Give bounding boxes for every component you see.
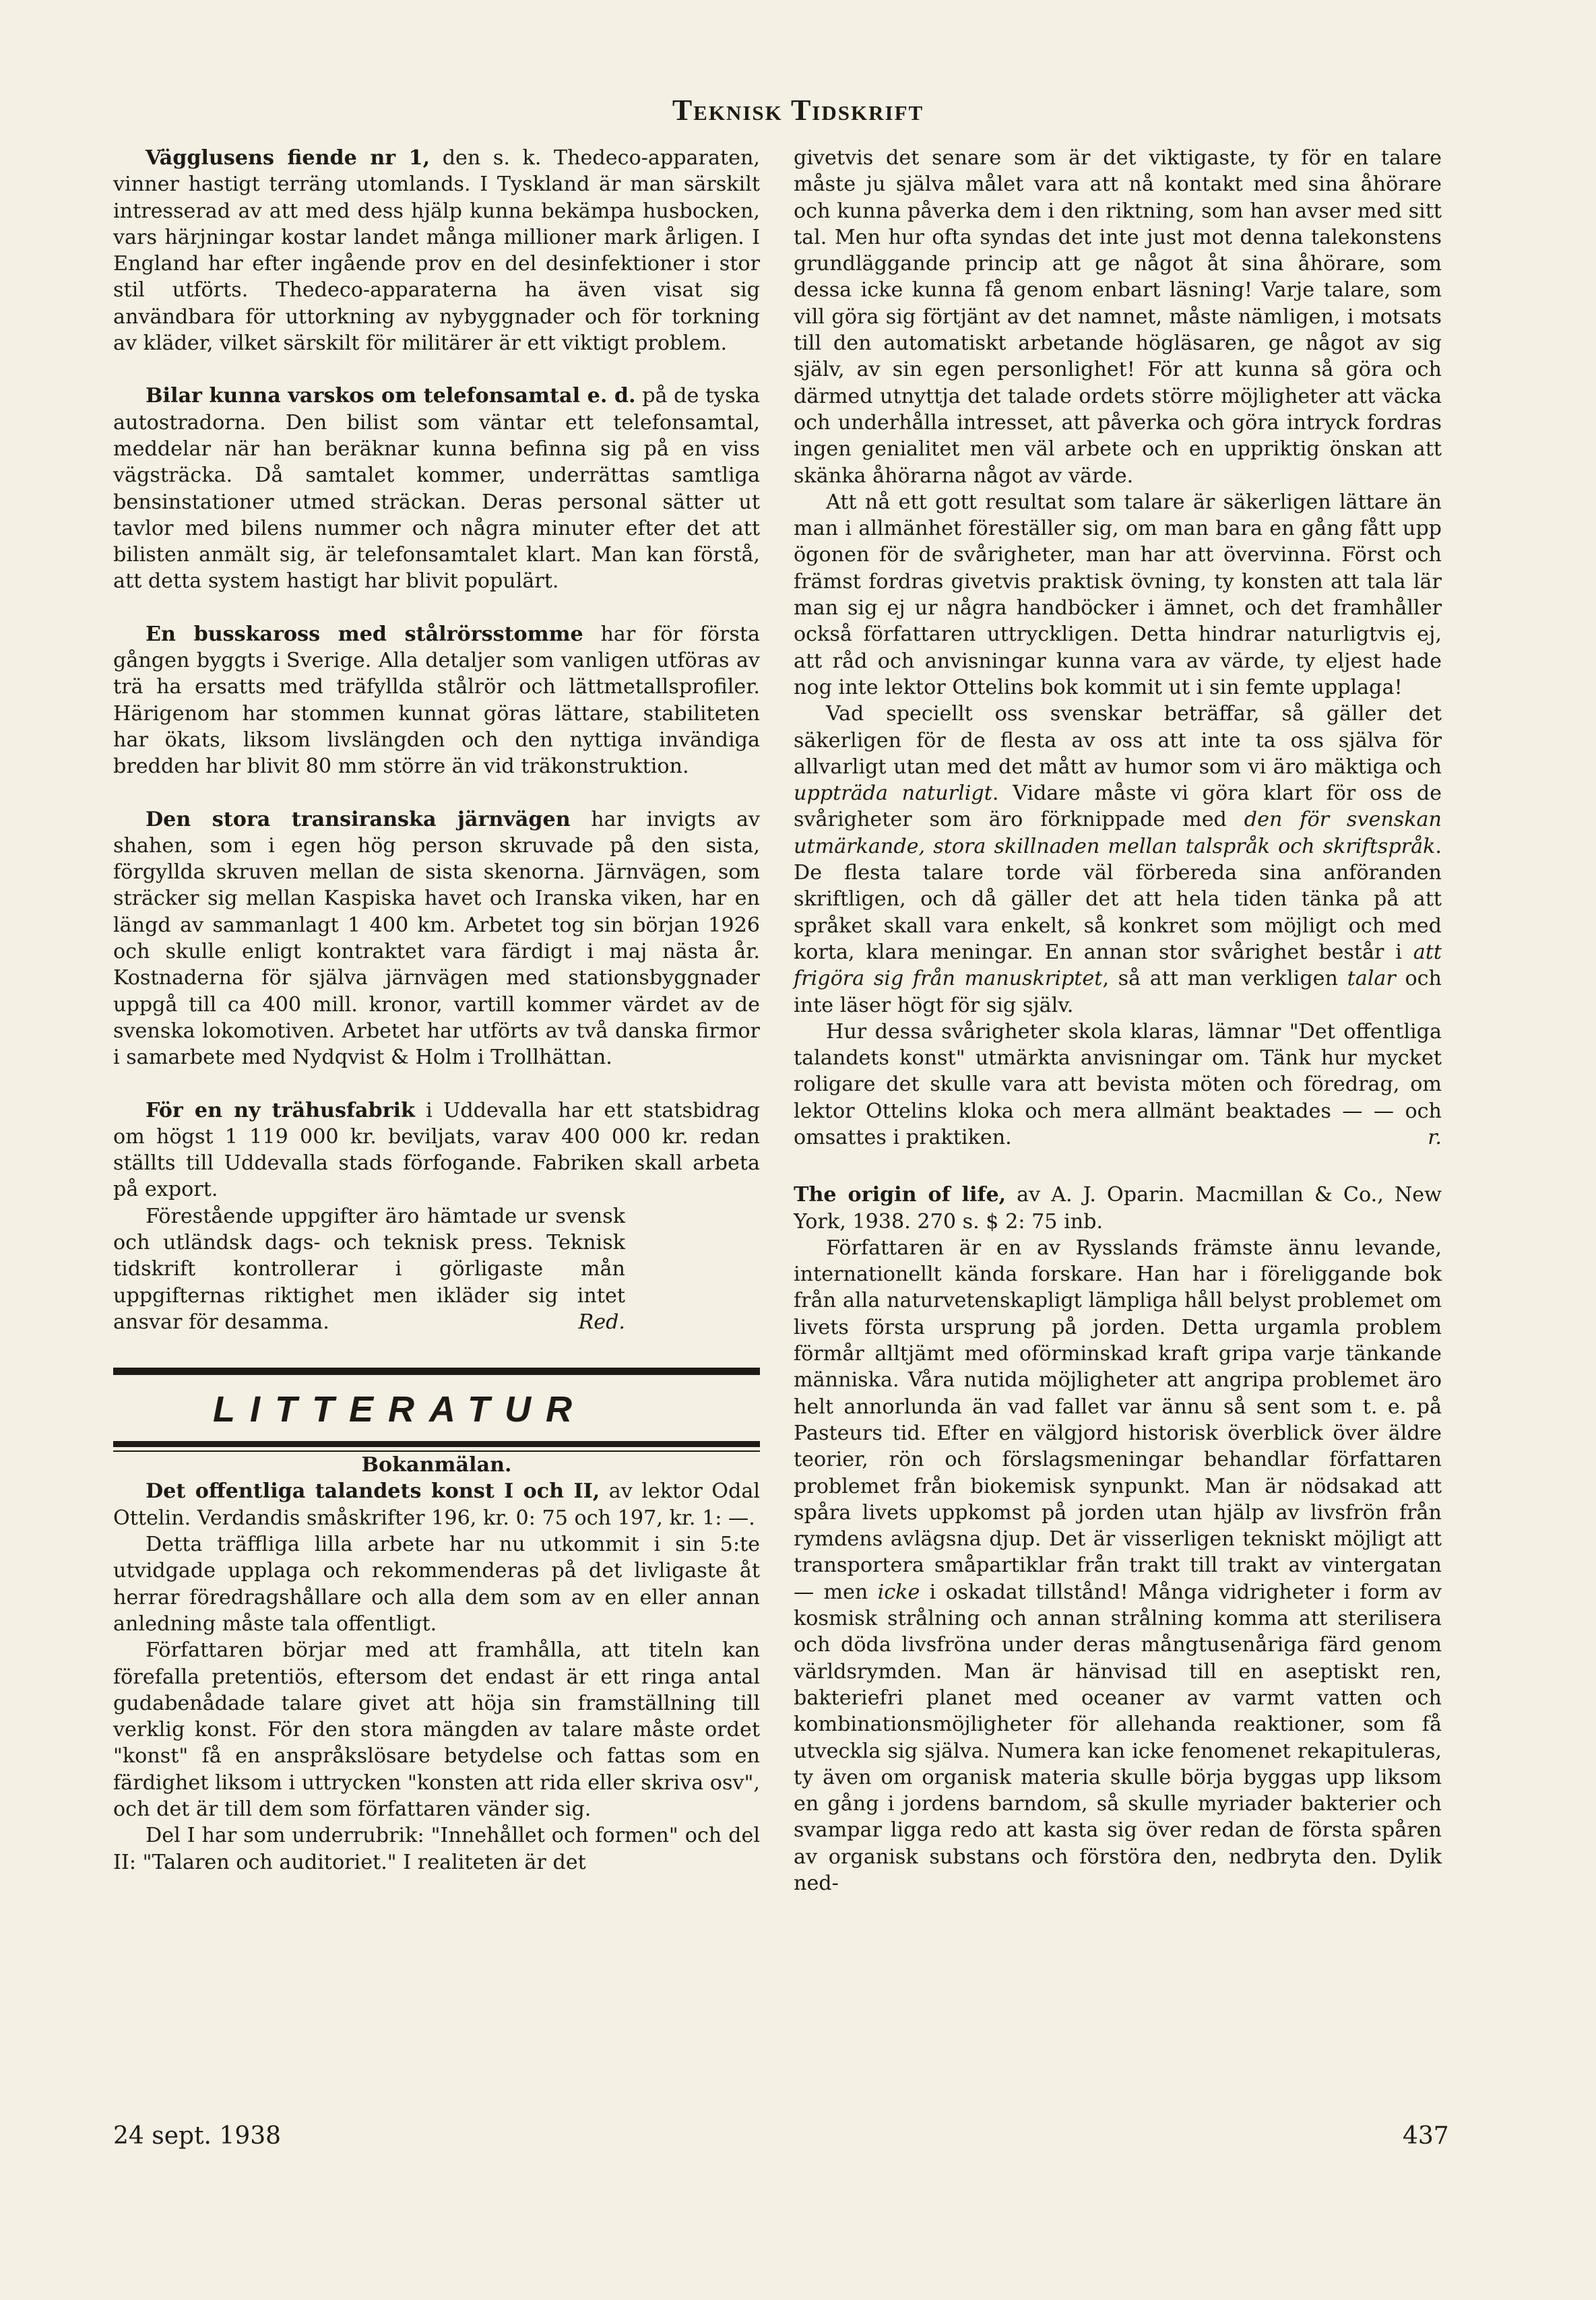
news-item bbox=[113, 1097, 760, 1203]
news-item bbox=[113, 383, 760, 594]
review-reference: av lektor Odal Ottelin. Verdandis småskrifter 196, kr. 0: 75 och 197, kr. 1: —. bbox=[113, 1479, 760, 1530]
news-head: Vägglusens fiende nr 1, bbox=[146, 146, 430, 170]
journal-header: Teknisk Tidskrift bbox=[672, 94, 924, 127]
section-divider-top bbox=[113, 1368, 760, 1375]
thick-rule bbox=[113, 1369, 760, 1375]
news-head: Bilar kunna varskos om telefonsamtal e. d. bbox=[146, 384, 636, 408]
news-text: den s. k. Thedeco-apparaten, vinner hastigt terräng utomlands. I Tyskland är man särskilt intresserad av att med dess hjälp kunna bekämpa husbocken, vars härjningar kostar landet många millioner mark årligen. I England har efter ingående prov en del desinfektioner i stor stil utförts. Thedeco-apparaterna ha även visat sig användbara för uttorkning av nybyggnader och för torkning av kläder, vilket särskilt för militärer är ett viktigt problem. bbox=[113, 146, 760, 356]
reviewer-signature: r. bbox=[1428, 1125, 1442, 1149]
italic-span: uppträda naturligt bbox=[794, 781, 992, 806]
review-paragraph: Del I har som underrubrik: "Innehållet och formen" och del II: "Talaren och auditoriet." I realiteten är det bbox=[113, 1824, 760, 1874]
review-heading bbox=[794, 1182, 1442, 1235]
right-column bbox=[794, 145, 1442, 1896]
news-item bbox=[113, 621, 760, 780]
issue-date: 24 sept. 1938 bbox=[113, 2122, 282, 2150]
left-column bbox=[113, 145, 760, 1876]
review-reference: av A. J. Oparin. Macmillan & Co., New York, 1938. 270 s. $ 2: 75 inb. bbox=[794, 1183, 1442, 1234]
subhead: Bokanmälan. bbox=[361, 1453, 512, 1477]
page-number: 437 bbox=[1403, 2122, 1449, 2150]
review-paragraph bbox=[794, 1019, 1442, 1151]
text-span: Hur dessa svårigheter skola klaras, lämnar "Det offentliga talandets konst" utmärkta anvisningar om. Tänk hur mycket roligare det skulle vara att bevista möten och föredrag, om lektor Ottelins kloka och mera allmänt beaktades — — och omsattes i praktiken. bbox=[794, 1019, 1442, 1149]
editor-signature: Red. bbox=[578, 1310, 625, 1334]
thick-rule bbox=[113, 1441, 760, 1447]
news-head: För en ny trähusfabrik bbox=[146, 1098, 415, 1122]
news-text: i Uddevalla har ett statsbidrag om högst 1 119 000 kr. beviljats, varav 400 000 kr. redan ställts till Uddevalla stads förfogande. Fabriken skall arbeta på export. bbox=[113, 1098, 761, 1202]
news-text: har invigts av shahen, som i egen hög person skruvade på den sista, förgyllda skruven mellan de sista skenorna. Järnvägen, som sträcker sig mellan Kaspiska havet och Iranska viken, har en längd av sammanlagt 1 400 km. Arbetet tog sin början 1926 och skulle enligt kontraktet vara färdigt i maj nästa år. Kostnaderna för själva järnvägen med stationsbyggnader uppgå till ca 400 mill. kronor, vartill kommer värdet av de svenska lokomotiven. Arbetet har utförts av två danska firmor i samarbete med Nydqvist & Holm i Trollhättan. bbox=[113, 807, 760, 1070]
news-text: på de tyska autostradorna. Den bilist som väntar ett telefonsamtal, meddelar när han beräknar kunna befinna sig på en viss vägsträcka. Då samtalet kommer, underrättas samtliga bensinstationer utmed sträckan. Deras personal sätter ut tavlor med bilens nummer och några minuter efter det att bilisten anmält sig, är telefonsamtalet klart. Man kan förstå, att detta system hastigt har blivit populärt. bbox=[113, 384, 761, 594]
text-span: i oskadat tillstånd! Många vidrigheter i form av kosmisk strålning och annan strålning komma att sterilisera och döda livsfröna under deras mångtusenåriga färd genom världsrymden. Man är hänvisad till en aseptiskt ren, bakteriefri planet med oceaner av varmt vatten och kombinationsmöjligheter för allehanda reaktioner, som få utveckla sig själva. Numera kan icke fenomenet rekapituleras, ty även om organisk materia skulle börja byggas upp liksom en gång i jordens barndom, så skulle myriader bakterier och svampar ligga redo att kasta sig över redan de första spåren av organisk substans och förstöra den, nedbryta den. Dylik ned- bbox=[794, 1580, 1442, 1895]
text-span: Författaren är en av Rysslands främste ännu levande, internationellt kända forskare. Han har i föreliggande bok från alla naturvetenskapligt lämpliga håll belyst problemet om livets första ursprung på jorden. Detta urgamla problem förmår alltjämt med oförminskad kraft gripa varje tänkande människa. Våra nutida möjligheter att angripa problemet äro helt annorlunda än vad fallet var ännu så sent som t. e. på Pasteurs tid. Efter en välgjord historisk överblick över äldre teorier, rön och förslagsmeningar behandlar författaren problemet från biokemisk synpunkt. Man är nödsakad att spåra livets uppkomst på jorden utan hjälp av livsfrön från rymdens avlägsna djup. Det är visserligen tekniskt möjligt att transportera småpartiklar från trakt till trakt av vintergatan — men bbox=[794, 1236, 1442, 1604]
review-paragraph bbox=[794, 1235, 1442, 1896]
review-heading bbox=[113, 1478, 760, 1531]
review-paragraph bbox=[794, 701, 1442, 1019]
review-title: Det offentliga talandets konst I och II, bbox=[146, 1479, 600, 1504]
text-span: och inte läser högt för sig själv. bbox=[794, 967, 1442, 1017]
review-paragraph: Detta träffliga lilla arbete har nu utkommit i sin 5:te utvidgade upplaga och rekommenderas på det livligaste åt herrar föredragshållare och alla dem som av en eller annan anledning måste tala offentligt. bbox=[113, 1533, 760, 1636]
news-head: Den stora transiranska järnvägen bbox=[146, 807, 571, 831]
section-divider-bottom bbox=[113, 1441, 760, 1452]
text-span: . De flesta talare torde väl förbereda sina anföranden skriftligen, och då gäller det att hela tiden tänka på att språket skall vara enkelt, så konkret som möjligt och med korta, klara meningar. En annan stor svårighet består i bbox=[794, 834, 1442, 964]
editor-note-text: Förestående uppgifter äro hämtade ur svensk och utländsk dags- och teknisk press. Teknisk tidskrift kontrollerar i görligaste mån uppgifternas riktighet men ikläder sig intet ansvar för desamma. bbox=[113, 1204, 625, 1334]
italic-span: att frigöra sig från manuskriptet bbox=[794, 940, 1442, 991]
review-paragraph: Författaren börjar med att framhålla, att titeln kan förefalla pretentiös, eftersom det endast är ett ringa antal gudabenådade talare givet att höja sin framställning till verklig konst. För den stora mängden av talare måste ordet "konst" få en anspråkslösare betydelse och fattas som en färdighet liksom i uttrycken "konsten att rida eller skriva osv", och det är till dem som författaren vänder sig. bbox=[113, 1638, 760, 1822]
text-span: . Vidare måste vi göra klart för oss de svårigheter som äro förknippade med bbox=[794, 781, 1442, 832]
review-paragraph: givetvis det senare som är det viktigaste, ty för en talare måste ju själva målet vara att nå kontakt med sina åhörare och kunna påverka dem i den riktning, som han avser med sitt tal. Men hur ofta syndas det inte just mot denna talekonstens grundläggande princip att ge något åt sina åhörare, som dessa icke kunna få genom enbart läsning! Varje talare, som vill göra sig förtjänt av det namnet, måste nämligen, i motsats till den automatiskt arbetande högläsaren, ge något av sig själv, av sin egen personlighet! För att kunna så göra och därmed utnyttja det talade ordets större möjligheter att väcka och underhålla intresset, att påverka och göra intryck fordras ingen genialitet men väl arbete och en uppriktig önskan att skänka åhörarna något av värde. bbox=[794, 146, 1442, 488]
text-span: , så att man verkligen bbox=[1102, 967, 1347, 991]
news-head: En busskaross med stålrörsstomme bbox=[146, 622, 583, 646]
editor-note bbox=[113, 1203, 625, 1335]
section-title: LITTERATUR bbox=[213, 1389, 587, 1430]
italic-span: icke bbox=[877, 1580, 920, 1604]
news-item bbox=[113, 145, 760, 356]
text-span: Vad speciellt oss svenskar beträffar, så gäller det säkerligen för de flesta av oss att inte ta oss själva för allvarligt utan med det mått av humor som vi äro mäktiga och bbox=[794, 702, 1442, 779]
news-item bbox=[113, 806, 760, 1071]
italic-span: den för svenskan utmärkande, stora skillnaden mellan talspråk och skriftspråk bbox=[794, 808, 1442, 858]
italic-span: talar bbox=[1347, 967, 1396, 991]
review-paragraph: Att nå ett gott resultat som talare är säkerligen lättare än man i allmänhet föreställer sig, om man bara en gång fått upp ögonen för de svårigheter, man har att övervinna. Först och främst fordras givetvis praktisk övning, ty konsten att tala lär man sig ej ur några handböcker i ämnet, och det framhåller också författaren uttryckligen. Detta hindrar naturligtvis ej, att råd och anvisningar kunna vara av värde, ty eljest hade nog inte lektor Ottelins bok kommit ut i sin femte upplaga! bbox=[794, 490, 1442, 699]
news-text: har för första gången byggts i Sverige. Alla detaljer som vanligen utföras av trä ha ersatts med träfyllda stålrör och lättmetallsprofiler. Härigenom har stommen kunnat göras lättare, stabiliteten har ökats, liksom livslängden och den nyttiga invändiga bredden har blivit 80 mm större än vid träkonstruktion. bbox=[113, 622, 760, 779]
review-title: The origin of life, bbox=[794, 1183, 1007, 1207]
